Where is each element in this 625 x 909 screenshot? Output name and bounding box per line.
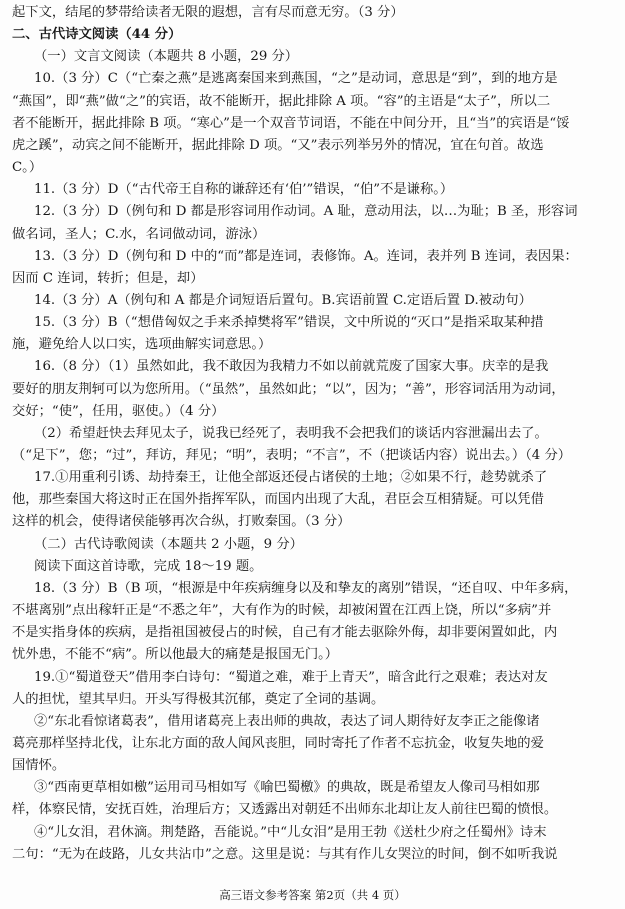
text-line: （二）古代诗歌阅读（本题共 2 小题，9 分） [34,536,303,552]
text-line: 交好；“使”，任用，驱使。）（4 分） [12,403,225,419]
text-line: 忧外患，不能不“病”。所以他最大的痛楚是报国无门。） [12,647,339,663]
text-line: 12.（3 分）D（例句和 D 都是形容词用作动词。A 耻，意动用法，以…为耻；B 圣，形容词 [34,204,578,220]
text-line: 人的担忧，望其早归。开头写得极其沉郁，奠定了全词的基调。 [12,691,385,707]
text-line: 要好的朋友荆轲可以为您所用。（“虽然”，虽然如此；“以”，因为；“善”，形容词活用为动词， [12,381,565,397]
text-line: 11.（3 分）D（“古代帝王自称的谦辞还有‘伯’”错误，“伯”不是谦称。） [34,182,454,198]
text-line: 因而 C 连词，转折；但是，却） [12,270,204,286]
text-line: （2）希望赶快去拜见太子，说我已经死了，表明我不会把我们的谈话内容泄漏出去了。 [34,425,548,441]
text-line: （“足下”，您；“过”，拜访，拜见；“明”，表明；“不言”，不（把谈话内容）说出去。）（4 分） [12,448,572,463]
text-line: 不堪离别”点出稼轩正是“不悉之年”，大有作为的时候，却被闲置在江西上饶，所以“多病”并 [12,603,552,619]
text-line: 他，那些秦国大将这时正在国外指挥军队，而国内出现了大乱，君臣会互相猜疑。可以凭借 [12,492,544,508]
page-footer: 高三语文参考答案 第2页（共 4 页） [219,888,406,902]
text-line: 15.（3 分）B（“想借匈奴之手来杀掉樊将军”错误，文中所说的“灭口”是指采取某种措 [34,315,544,331]
section-heading: 二、古代诗文阅读（44 分） [12,27,182,43]
text-line: 二句：“无为在歧路，儿女共沾巾”之意。这里是说：与其有作儿女哭泣的时间，倒不如听我说 [12,846,558,862]
text-line: 14.（3 分）A（例句和 A 都是介词短语后置句。B.宾语前置 C.定语后置 D.被动句） [34,292,532,308]
text-line: 做名词，圣人；C.水，名词做动词，游泳） [12,226,266,242]
text-line: ③“西南更草相如檄”运用司马相如写《喻巴蜀檄》的典故，既是希望友人像司马相如那 [34,780,540,796]
text-line: “燕国”，即“燕”做“之”的宾语，故不能断开，据此排除 A 项。“容”的主语是“太子”，所以二 [12,93,551,109]
text-line: 16.（8 分）（1）虽然如此，我不敢因为我精力不如以前就荒废了国家大事。庆幸的是我 [34,359,549,375]
text-line: 施，避免给人以口实，选项曲解实词意思。） [12,337,272,353]
text-line: ④“儿女泪，君休滴。荆楚路，吾能说。”中“儿女泪”是用王勃《送杜少府之任蜀州》诗末 [34,824,547,840]
text-line: 这样的机会，使得诸侯能够再次合纵，打败秦国。（3 分） [12,514,351,530]
text-line: C。） [12,160,43,176]
text-line: 者不能断开，据此排除 B 项。“寒心”是一个双音节词语，不能在中间分开，且“当”的宾语是“馁 [12,115,570,131]
text-line: 17.①用重利引诱、劫持秦王，让他全部返还侵占诸侯的土地；②如果不行，趁势就杀了 [34,470,548,486]
text-line: 国情怀。 [12,758,66,774]
text-line: 19.①“蜀道登天”借用李白诗句：“蜀道之难，难于上青天”，暗含此行之艰难；表达对友 [34,669,548,685]
text-line: 18.（3 分）B（B 项，“根源是中年疾病缠身以及和挚友的离别”错误，“还自叹、中年多病， [34,580,578,596]
text-line: 起下文，结尾的梦帯给读者无限的遐想，言有尽而意无穷。（3 分） [12,5,404,20]
text-line: 虎之蹊”，动宾之间不能断开，据此排除 D 项。“又”表示列举另外的情况，宜在句首。故选 [12,137,544,153]
text-line: 不是实指身体的疾病，是指祖国被侵占的时候，自己有才能去驱除外侮，却非要闲置如此，内 [12,625,558,641]
text-line: ②“东北看惊诸葛表”，借用诸葛亮上表出师的典故，表达了词人期待好友李正之能像诸 [34,713,540,729]
text-line: 阅读下面这首诗歌，完成 18～19 题。 [34,558,263,574]
text-line: 13.（3 分）D（例句和 D 中的“而”都是连词，表修饰。A。连词，表并列 B 连词，表因果： [34,248,578,264]
text-line: 10.（3 分）C（“亡秦之燕”是逃离秦国来到燕国，“之”是动词，意思是“到”，到的地方是 [34,71,558,87]
text-line: （一）文言文阅读（本题共 8 小题，29 分） [34,49,299,65]
text-line: 葛亮那样坚持北伐，让东北方面的敌人闻风丧胆，同时寄托了作者不忘抗金，收复失地的爱 [12,735,544,751]
text-line: 样，体察民情，安抚百姓，治理后方；又透露出对朝廷不出师东北却让友人前往巴蜀的愤恨。 [12,802,558,818]
